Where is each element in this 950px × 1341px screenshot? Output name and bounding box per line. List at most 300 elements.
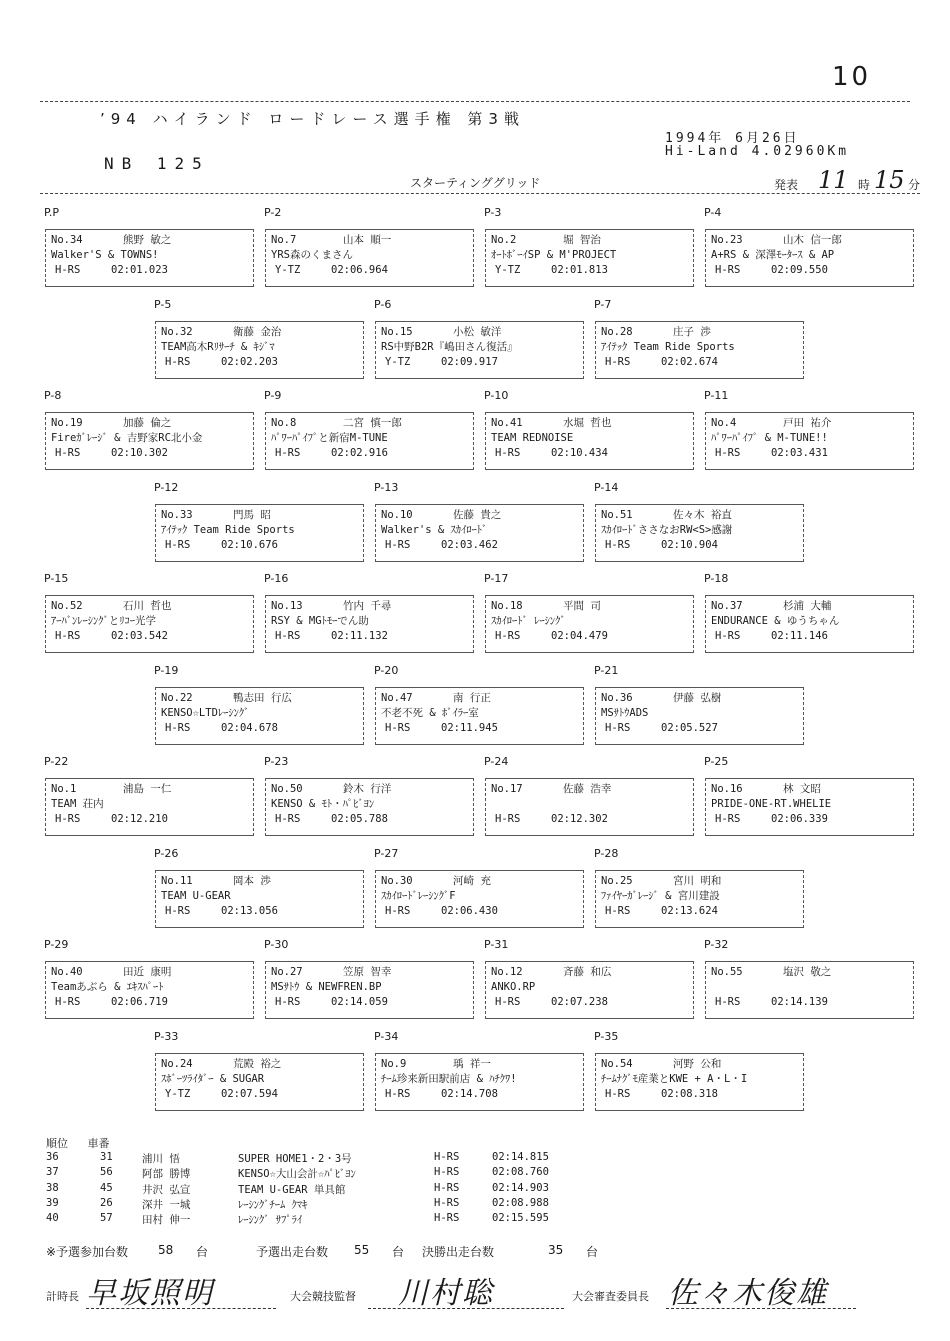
grid-entry [155,1053,364,1111]
qualifying-time: 02:03.542 [111,630,168,642]
machine: H-RS [275,813,301,825]
grid-position-label: P-27 [374,846,399,860]
entry-number: No.47 [381,691,413,704]
entries-label: ※予選参加台数 [46,1245,129,1259]
announce-hour: 11 [818,166,849,194]
rank: 36 [46,1151,59,1163]
event-title: ’94 ハイランド ロードレース選手権 第3戦 [100,110,525,128]
qualifying-time: 02:10.302 [111,447,168,459]
qualifying-time: 02:10.434 [551,447,608,459]
machine: H-RS [605,355,631,368]
machine: H-RS [605,904,631,917]
entry-number: No.13 [271,600,303,612]
qualifying-time: 02:06.339 [771,813,828,825]
machine: H-RS [715,447,741,459]
qualifying-time: 02:13.624 [661,904,718,917]
rider-name: 笠原 智幸 [343,966,392,978]
grid-position-label: P-22 [44,755,69,768]
grid-entry [375,321,584,379]
rank: 38 [46,1181,59,1194]
grid-entry [375,1053,584,1111]
team-name: ﾊﾟﾜｰﾊﾟｲﾌﾟと新宿M-TUNE [271,432,388,444]
team-name: KENSO & ﾓﾄ・ﾊﾟﾋﾞﾖﾝ [271,798,375,810]
grid-entry [45,412,254,470]
grid-position-label: P-6 [374,297,392,311]
machine: H-RS [434,1196,460,1209]
rider-name: 深井 一城 [142,1198,191,1211]
grid-position-label: P.P [44,206,60,219]
rider-name: 斉藤 和広 [563,966,612,978]
machine: H-RS [165,355,191,368]
steward-signature: 佐々木俊雄 [668,1276,828,1311]
document-subtitle: スターティンググリッド [410,176,541,190]
rider-name: 衛藤 金治 [233,325,282,338]
qualifying-time: 02:02.916 [331,447,388,459]
machine: H-RS [385,1087,411,1100]
grid-entry [265,778,474,836]
grid-entry [705,595,914,653]
machine: H-RS [275,630,301,642]
entry-number: No.55 [711,966,743,978]
entry-number: No.1 [51,783,77,795]
entry-number: No.24 [161,1057,193,1070]
rider-name: 小松 敏洋 [453,325,502,338]
grid-position-label: P-18 [704,572,729,585]
team-name: TEAM REDNOISE [491,432,574,444]
machine: H-RS [55,630,81,642]
team-name: ﾚｰｼﾝｸﾞﾁｰﾑ ｸﾏｷ [238,1198,308,1211]
team-name: ｽﾎﾞｰﾂﾗｲﾀﾞｰ & SUGAR [161,1072,265,1085]
entry-number: No.32 [161,325,193,338]
final-value: 35 [548,1243,564,1257]
machine: H-RS [495,447,521,459]
rider-name: 山木 信一郎 [783,234,842,246]
machine: H-RS [434,1151,460,1163]
entry-number: No.34 [51,234,83,246]
rider-name: 杉浦 大輔 [783,600,832,612]
grid-position-label: P-24 [484,755,509,768]
grid-entry [705,412,914,470]
qualifying-time: 02:08.988 [492,1196,549,1209]
qualifying-time: 02:14.903 [492,1181,549,1194]
grid-position-label: P-23 [264,755,289,768]
qualifying-time: 02:01.813 [551,264,608,276]
entry-number: No.28 [601,325,633,338]
rider-name: 熊野 敏之 [123,234,172,246]
grid-position-label: P-21 [594,663,619,677]
entries-value: 58 [158,1243,174,1257]
grid-entry [45,229,254,287]
rider-name: 堀 智治 [563,234,601,246]
team-name: ｱｰﾊﾞﾝﾚｰｼﾝｸﾞとﾘｺｰ光学 [51,615,156,627]
grid-position-label: P-8 [44,389,62,402]
timekeeper-signature: 早坂照明 [86,1276,214,1311]
qualifying-time: 02:02.674 [661,355,718,368]
timekeeper-label: 計時長 [46,1290,79,1303]
event-date: 1994年 6月26日 [665,131,800,146]
rider-name: 田村 伸一 [142,1214,191,1227]
grid-position-label: P-25 [704,755,729,768]
entry-number: No.10 [381,508,413,521]
grid-entry [265,229,474,287]
team-name: ﾊﾟﾜｰﾊﾟｲﾌﾟ & M-TUNE!! [711,432,828,444]
entry-number: No.16 [711,783,743,795]
grid-position-label: P-29 [44,938,69,951]
grid-position-label: P-12 [154,480,179,494]
rider-name: 石川 哲也 [123,600,172,612]
entry-number: No.12 [491,966,523,978]
qualifying-time: 02:04.479 [551,630,608,642]
machine: H-RS [495,996,521,1008]
qualifying-time: 02:09.550 [771,264,828,276]
rider-name: 鈴木 行洋 [343,783,392,795]
entry-number: No.9 [381,1057,407,1070]
machine: H-RS [165,538,191,551]
grid-position-label: P-7 [594,297,612,311]
entry-number: No.19 [51,417,83,429]
grid-entry [155,321,364,379]
final-unit: 台 [586,1245,599,1259]
qualifying-time: 02:13.056 [221,904,278,917]
machine: H-RS [275,447,301,459]
entry-number: No.54 [601,1057,633,1070]
non-qualifier-header [46,1135,110,1151]
grid-position-label: P-20 [374,663,399,677]
team-name: ｱｲﾃｯｸ Team Ride Sports [161,523,295,536]
grid-position-label: P-32 [704,938,729,951]
qualifying-time: 02:04.678 [221,721,278,734]
grid-position-label: P-31 [484,938,509,951]
grid-entry [705,778,914,836]
rider-name: 瑀 祥一 [453,1057,491,1070]
grid-position-label: P-19 [154,663,179,677]
steward-label: 大会審査委員長 [572,1290,649,1303]
grid-entry [595,1053,804,1111]
grid-entry [485,595,694,653]
team-name: ﾚｰｼﾝｸﾞ ｻﾌﾟﾗｲ [238,1214,303,1227]
qualifying-time: 02:06.430 [441,904,498,917]
qualifying-time: 02:12.210 [111,813,168,825]
rider-name: 山本 順一 [343,234,392,246]
race-class: NB 125 [104,154,210,173]
qualifying-time: 02:11.945 [441,721,498,734]
qualifying-time: 02:15.595 [492,1212,549,1225]
entry-number: No.4 [711,417,737,429]
rider-name: 鴨志田 行広 [233,691,292,704]
qualified-value: 55 [354,1243,370,1257]
team-name: A+RS & 深澤ﾓｰﾀｰｽ & AP [711,249,835,261]
rider-name: 河野 公和 [673,1057,722,1070]
team-name: ｽｶｲﾛｰﾄﾞささなおRW<S>感謝 [601,523,733,536]
steward-signature-line [666,1308,856,1309]
rank: 40 [46,1212,59,1225]
grid-position-label: P-17 [484,572,509,585]
team-name: SUPER HOME1・2・3号 [238,1153,352,1165]
entry-number: No.40 [51,966,83,978]
machine: H-RS [434,1212,460,1225]
circuit-info: Hi-Land 4.02960Km [665,144,850,159]
announce-hour-unit: 時 [858,178,871,192]
rider-name: 伊藤 弘樹 [673,691,722,704]
rider-name: 林 文昭 [783,783,821,795]
car-number: 31 [100,1151,113,1163]
entry-number: No.2 [491,234,517,246]
rider-name: 岡本 渉 [233,874,271,887]
team-name: Walker's & ｽｶｲﾛｰﾄﾞ [381,523,488,536]
qualifying-time: 02:14.139 [771,996,828,1008]
qualifying-time: 02:11.132 [331,630,388,642]
title-rule [40,101,910,102]
team-name: MSｻﾄｳADS [601,706,649,719]
machine: H-RS [605,538,631,551]
machine: H-RS [605,1087,631,1100]
rank: 37 [46,1166,59,1179]
qualifying-time: 02:14.059 [331,996,388,1008]
grid-entry [375,504,584,562]
team-name: KENSO☆大山会計☆ﾊﾟﾋﾞﾖﾝ [238,1168,356,1181]
qualifying-time: 02:03.462 [441,538,498,551]
entry-number: No.33 [161,508,193,521]
grid-entry [375,870,584,928]
grid-entry [375,687,584,745]
rider-name: 荒殿 裕之 [233,1057,282,1070]
team-name: ｱｲﾃｯｸ Team Ride Sports [601,340,735,353]
qualifying-time: 02:01.023 [111,264,168,276]
team-name: Fireｶﾞﾚｰｼﾞ & 吉野家RC北小金 [51,432,203,444]
entry-number: No.30 [381,874,413,887]
grid-entry [155,687,364,745]
team-name: TEAM高木Rﾘｻｰﾁ & ｷｼﾞﾏ [161,340,275,353]
team-name: TEAM U-GEAR [161,889,231,902]
team-name: ｽｶｲﾛｰﾄﾞﾚｰｼﾝｸﾞF [381,889,456,902]
rider-name: 庄子 渉 [673,325,711,338]
team-name: YRS森のくまさん [271,249,353,261]
entry-number: No.50 [271,783,303,795]
rider-name: 宮川 明和 [673,874,722,887]
machine: H-RS [55,447,81,459]
grid-position-label: P-30 [264,938,289,951]
team-name: ｽｶｲﾛｰﾄﾞ ﾚｰｼﾝｸﾞ [491,615,566,627]
team-name: KENSO☆LTDﾚｰｼﾝｸﾞ [161,706,250,719]
car-number: 26 [100,1196,113,1209]
entry-number: No.22 [161,691,193,704]
grid-entry [485,961,694,1019]
machine: H-RS [715,630,741,642]
qualifying-time: 02:06.964 [331,264,388,276]
grid-entry [595,504,804,562]
grid-position-label: P-14 [594,480,619,494]
grid-entry [45,595,254,653]
rider-name: 水堀 哲也 [563,417,612,429]
machine: H-RS [165,721,191,734]
header-rule [40,193,920,194]
grid-position-label: P-28 [594,846,619,860]
rider-name: 井沢 弘宣 [142,1183,191,1196]
grid-entry [485,778,694,836]
machine: Y-TZ [495,264,521,276]
entry-number: No.8 [271,417,297,429]
rider-name: 竹内 千尋 [343,600,392,612]
machine: H-RS [434,1181,460,1194]
machine: H-RS [715,996,741,1008]
qualifying-time: 02:05.527 [661,721,718,734]
qualifying-time: 02:12.302 [551,813,608,825]
rider-name: 二宮 慎一郎 [343,417,402,429]
rider-name: 佐々木 裕直 [673,508,732,521]
grid-position-label: P-11 [704,389,729,402]
machine: Y-TZ [275,264,301,276]
machine: H-RS [55,264,81,276]
grid-position-label: P-34 [374,1029,399,1043]
qualifying-time: 02:03.431 [771,447,828,459]
team-name: ﾁｰﾑ珍来新田駅前店 & ﾊﾁｸﾜ! [381,1072,517,1085]
grid-position-label: P-13 [374,480,399,494]
rider-name: 平間 司 [563,600,601,612]
grid-position-label: P-5 [154,297,172,311]
entry-number: No.37 [711,600,743,612]
rider-name: 阿部 勝博 [142,1168,191,1181]
announce-label: 発表 [774,178,799,192]
rider-name: 河崎 充 [453,874,491,887]
grid-entry [45,961,254,1019]
director-label: 大会競技監督 [290,1290,356,1303]
grid-position-label: P-33 [154,1029,179,1043]
rider-name: 佐藤 貴之 [453,508,502,521]
qualifying-time: 02:08.318 [661,1087,718,1100]
grid-position-label: P-2 [264,206,282,219]
team-name: 不老不死 & ﾎﾞｲﾗｰ室 [381,706,479,719]
qualifying-time: 02:09.917 [441,355,498,368]
entry-number: No.15 [381,325,413,338]
machine: H-RS [165,904,191,917]
team-name: PRIDE-ONE-RT.WHELIE [711,798,832,810]
announce-minute: 15 [874,166,905,194]
team-name: Walker'S & TOWNS! [51,249,159,261]
qualifying-time: 02:10.676 [221,538,278,551]
grid-entry [155,870,364,928]
machine: H-RS [55,813,81,825]
grid-entry [265,961,474,1019]
grid-entry [485,412,694,470]
qualified-unit: 台 [392,1245,405,1259]
grid-position-label: P-3 [484,206,502,219]
entry-number: No.41 [491,417,523,429]
team-name: MSｻﾄｳ & NEWFREN.BP [271,981,382,993]
grid-entry [705,229,914,287]
team-name: ENDURANCE & ゆうちゃん [711,615,840,627]
qualifying-time: 02:14.708 [441,1087,498,1100]
rank-header: 順位 [46,1137,68,1150]
grid-entry [45,778,254,836]
entry-number: No.36 [601,691,633,704]
qualifying-time: 02:07.238 [551,996,608,1008]
machine: H-RS [275,996,301,1008]
qualified-label: 予選出走台数 [256,1245,329,1259]
machine: H-RS [715,813,741,825]
machine: H-RS [385,904,411,917]
grid-entry [595,321,804,379]
entry-number: No.52 [51,600,83,612]
grid-entry [595,870,804,928]
team-name: ANKO.RP [491,981,536,993]
entry-number: No.51 [601,508,633,521]
entry-number: No.25 [601,874,633,887]
qualifying-time: 02:07.594 [221,1087,278,1100]
machine: H-RS [495,630,521,642]
machine: H-RS [55,996,81,1008]
grid-position-label: P-10 [484,389,509,402]
car-number: 45 [100,1181,113,1194]
entry-number: No.18 [491,600,523,612]
rider-name: 浦川 悟 [142,1153,180,1165]
machine: Y-TZ [385,355,411,368]
qualifying-time: 02:02.203 [221,355,278,368]
machine: H-RS [495,813,521,825]
machine: H-RS [715,264,741,276]
qualifying-time: 02:05.788 [331,813,388,825]
car-number: 56 [100,1166,113,1179]
qualifying-time: 02:08.760 [492,1166,549,1179]
grid-entry [265,595,474,653]
rider-name: 門馬 昭 [233,508,271,521]
announce-minute-unit: 分 [908,178,921,192]
team-name: ﾌｧｲﾔｰｶﾞﾚｰｼﾞ & 宮川建設 [601,889,720,902]
machine: H-RS [605,721,631,734]
grid-position-label: P-4 [704,206,722,219]
rider-name: 塩沢 敬之 [783,966,832,978]
machine: Y-TZ [165,1087,191,1100]
rank: 39 [46,1196,59,1209]
team-name: TEAM U-GEAR 単具館 [238,1183,346,1196]
grid-entry [705,961,914,1019]
rider-name: 戸田 祐介 [783,417,832,429]
grid-entry [485,229,694,287]
grid-position-label: P-9 [264,389,282,402]
qualifying-time: 02:10.904 [661,538,718,551]
timekeeper-signature-line [86,1308,276,1309]
grid-entry [595,687,804,745]
rider-name: 田近 康明 [123,966,172,978]
grid-entry [265,412,474,470]
qualifying-time: 02:14.815 [492,1151,549,1163]
team-name: Teamあぶら & ｴｷｽﾊﾟｰﾄ [51,981,164,993]
team-name: RS中野B2R『嶋田さん復活』 [381,340,518,353]
entry-number: No.17 [491,783,523,795]
page-number: 10 [832,62,872,92]
entry-number: No.11 [161,874,193,887]
team-name: TEAM 荘内 [51,798,104,810]
grid-entry [155,504,364,562]
entry-number: No.27 [271,966,303,978]
director-signature: 川村聡 [398,1276,494,1311]
grid-position-label: P-16 [264,572,289,585]
rider-name: 浦島 一仁 [123,783,172,795]
team-name: ｵｰﾄﾎﾞｰｲSP & M'PROJECT [491,249,617,261]
final-label: 決勝出走台数 [422,1245,495,1259]
grid-position-label: P-15 [44,572,69,585]
rider-name: 加藤 倫之 [123,417,172,429]
team-name: ﾁｰﾑﾅｸﾞﾓ産業とKWE + A・L・I [601,1072,748,1085]
director-signature-line [368,1308,564,1309]
car-number: 57 [100,1212,113,1225]
entry-number: No.23 [711,234,743,246]
rider-name: 南 行正 [453,691,491,704]
grid-position-label: P-35 [594,1029,619,1043]
machine: H-RS [434,1166,460,1179]
grid-position-label: P-26 [154,846,179,860]
team-name: RSY & MGﾄﾓｰでん助 [271,615,369,627]
machine: H-RS [385,538,411,551]
